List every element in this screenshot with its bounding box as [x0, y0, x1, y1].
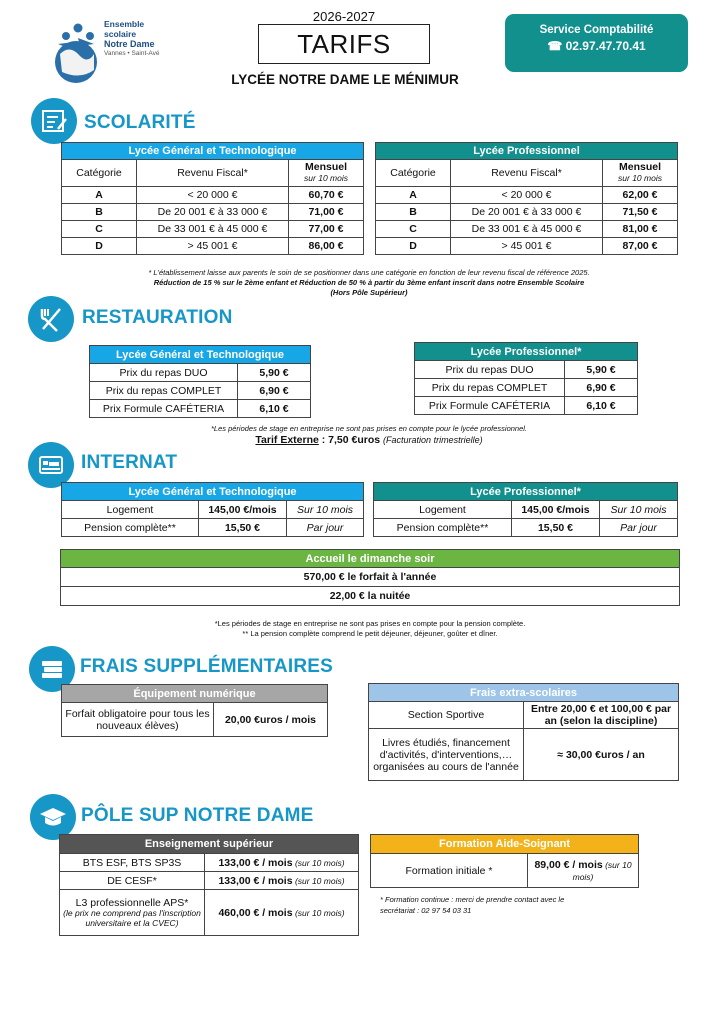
internat-general-table — [61, 482, 364, 537]
l3-label: L3 professionnelle APS* — [75, 896, 189, 909]
sup-table — [59, 834, 359, 936]
table-row — [374, 501, 678, 519]
extra-header: Frais extra-scolaires — [369, 684, 679, 702]
sup-header: Enseignement supérieur — [60, 835, 359, 854]
val-cell: 6,90 € — [565, 379, 638, 397]
val-cell: 5,90 € — [238, 364, 311, 382]
aide-label: Formation initiale * — [371, 854, 528, 888]
label-cell: DE CESF* — [60, 872, 205, 890]
unit-cell: Par jour — [600, 519, 678, 537]
internat-general-header: Lycée Général et Technologique — [62, 483, 364, 501]
table-row — [62, 519, 364, 537]
label-cell: Prix du repas COMPLET — [415, 379, 565, 397]
table-row — [415, 379, 638, 397]
col-mensuel-label: Mensuel — [619, 161, 662, 173]
numerique-header: Équipement numérique — [62, 685, 328, 703]
label-cell: Prix Formule CAFÉTERIA — [415, 397, 565, 415]
service-label: Service Comptabilité — [539, 24, 654, 36]
cat-cell: C — [376, 221, 451, 238]
table-row — [376, 221, 678, 238]
scolarite-general-table — [61, 142, 364, 255]
label-cell: Prix Formule CAFÉTERIA — [90, 400, 238, 418]
rev-cell: < 20 000 € — [451, 187, 603, 204]
unit-cell: Sur 10 mois — [600, 501, 678, 519]
extra-table — [368, 683, 679, 781]
logo-line2: Notre Dame — [104, 39, 155, 49]
col-categorie: Catégorie — [376, 160, 451, 187]
col-revenu: Revenu Fiscal* — [137, 160, 289, 187]
service-phone[interactable]: ☎ 02.97.47.70.41 — [547, 39, 646, 53]
logo-line3: Vannes • Saint-Avé — [104, 50, 160, 57]
tarif-externe-label: Tarif Externe — [255, 434, 319, 446]
val-cell: 62,00 € — [603, 187, 678, 204]
aide-note: * Formation continue : merci de prendre contact avec le secrétariat : 02 97 54 03 31 — [380, 895, 565, 915]
val-cell: 71,50 € — [603, 204, 678, 221]
col-mensuel — [603, 160, 678, 187]
page-subtitle: LYCÉE NOTRE DAME LE MÉNIMUR — [231, 72, 459, 87]
table-row — [60, 854, 359, 872]
val-cell: 6,10 € — [238, 400, 311, 418]
val-cell: 86,00 € — [289, 238, 364, 255]
cat-cell: A — [376, 187, 451, 204]
val-cell: 15,50 € — [512, 519, 600, 537]
l3-sub: (le prix ne comprend pas l'inscription universitaire et la CVEC) — [63, 907, 201, 928]
restauration-pro-header: Lycée Professionnel* — [415, 343, 638, 361]
val-cell: 81,00 € — [603, 221, 678, 238]
logo — [50, 14, 175, 86]
table-row — [60, 872, 359, 890]
val-cell: 71,00 € — [289, 204, 364, 221]
tarif-externe-sub: (Facturation trimestrielle) — [383, 435, 483, 445]
restauration-title: RESTAURATION — [82, 307, 233, 328]
l3-label-cell — [60, 890, 205, 936]
table-row — [60, 890, 359, 936]
dimanche-row1: 570,00 € le forfait à l'année — [61, 568, 680, 587]
label-cell: Prix du repas COMPLET — [90, 382, 238, 400]
scolarite-note3: (Hors Pôle Supérieur) — [330, 288, 408, 297]
table-row — [90, 382, 311, 400]
table-row — [90, 400, 311, 418]
cat-cell: B — [62, 204, 137, 221]
pole-title: PÔLE SUP NOTRE DAME — [81, 805, 314, 826]
col-revenu: Revenu Fiscal* — [451, 160, 603, 187]
aide-header: Formation Aide-Soignant — [371, 835, 639, 854]
restauration-icon — [28, 296, 74, 342]
rev-cell: De 33 001 € à 45 000 € — [451, 221, 603, 238]
table-row — [374, 519, 678, 537]
val-unit: (sur 10 mois) — [292, 857, 345, 868]
scolarite-icon — [31, 98, 77, 144]
restauration-general-header: Lycée Général et Technologique — [90, 346, 311, 364]
internat-pro-header: Lycée Professionnel* — [374, 483, 678, 501]
label-cell: Prix du repas DUO — [415, 361, 565, 379]
scolarite-pro-header: Lycée Professionnel — [376, 143, 678, 160]
internat-note2: ** La pension complète comprend le petit déjeuner, déjeuner, goûter et dîner. — [242, 629, 498, 638]
col-mensuel — [289, 160, 364, 187]
extra-row1-val: Entre 20,00 € et 100,00 € par an (selon la discipline) — [524, 702, 679, 729]
numerique-label: Forfait obligatoire pour tous les nouveaux élèves) — [62, 703, 214, 737]
table-row — [62, 221, 364, 238]
frais-title: FRAIS SUPPLÉMENTAIRES — [80, 656, 333, 677]
extra-row1-label: Section Sportive — [369, 702, 524, 729]
val-unit: (sur 10 mois) — [292, 907, 345, 918]
aide-unit: (sur 10 mois) — [572, 859, 632, 882]
page-title: TARIFS — [297, 28, 391, 59]
extra-row2-label: Livres étudiés, financement d'activités, d'interventions,… organisées au cours de l'année — [369, 729, 524, 781]
table-row — [376, 238, 678, 255]
col-mensuel-sub: sur 10 mois — [618, 173, 662, 183]
unit-cell: Sur 10 mois — [287, 501, 364, 519]
col-categorie: Catégorie — [62, 160, 137, 187]
logo-line1: Ensemble scolaire — [104, 19, 145, 39]
label-cell: Pension complète** — [62, 519, 199, 537]
rev-cell: > 45 001 € — [451, 238, 603, 255]
numerique-val: 20,00 €uros / mois — [214, 703, 328, 737]
val-cell — [205, 854, 359, 872]
val-cell: 87,00 € — [603, 238, 678, 255]
header-title-box — [258, 24, 430, 64]
service-box — [505, 14, 688, 72]
table-row — [62, 187, 364, 204]
rev-cell: De 20 001 € à 33 000 € — [451, 204, 603, 221]
dimanche-row2: 22,00 € la nuitée — [61, 587, 680, 606]
restauration-note: *Les périodes de stage en entreprise ne sont pas prises en compte pour le lycée professionnel. — [210, 424, 528, 433]
val-cell: 6,90 € — [238, 382, 311, 400]
col-mensuel-label: Mensuel — [305, 161, 348, 173]
scolarite-note1: * L'établissement laisse aux parents le soin de se positionner dans une catégorie en fonction de leur revenu fiscal de référence 2025. — [148, 268, 590, 277]
label-cell: Pension complète** — [374, 519, 512, 537]
val-cell — [205, 872, 359, 890]
numerique-table — [61, 684, 328, 737]
val-cell: 145,00 €/mois — [199, 501, 287, 519]
col-mensuel-sub: sur 10 mois — [304, 173, 348, 183]
table-row — [62, 501, 364, 519]
scolarite-note2: Réduction de 15 % sur le 2ème enfant et Réduction de 50 % à partir du 3ème enfant inscrit dans notre Ensemble Scolaire — [153, 278, 585, 287]
val-cell: 6,10 € — [565, 397, 638, 415]
internat-note1: *Les périodes de stage en entreprise ne sont pas prises en compte pour la pension complète. — [214, 619, 526, 628]
table-row — [62, 204, 364, 221]
cat-cell: A — [62, 187, 137, 204]
aide-val: 89,00 € / mois — [534, 858, 603, 871]
val-cell — [205, 890, 359, 936]
val-cell: 60,70 € — [289, 187, 364, 204]
restauration-pro-table — [414, 342, 638, 415]
restauration-general-table — [89, 345, 311, 418]
scolarite-title: SCOLARITÉ — [84, 112, 196, 133]
label-cell: Logement — [62, 501, 199, 519]
val-amount: 133,00 € / mois — [218, 856, 293, 869]
tarif-externe — [60, 434, 678, 446]
extra-row2-val: ≈ 30,00 €uros / an — [524, 729, 679, 781]
table-row — [415, 361, 638, 379]
table-row — [376, 187, 678, 204]
val-cell: 15,50 € — [199, 519, 287, 537]
rev-cell: De 33 001 € à 45 000 € — [137, 221, 289, 238]
unit-cell: Par jour — [287, 519, 364, 537]
val-unit: (sur 10 mois) — [292, 875, 345, 886]
logo-globe-icon — [50, 14, 102, 86]
label-cell: Prix du repas DUO — [90, 364, 238, 382]
rev-cell: > 45 001 € — [137, 238, 289, 255]
internat-title: INTERNAT — [81, 452, 178, 473]
aide-table — [370, 834, 639, 888]
table-row — [62, 238, 364, 255]
cat-cell: B — [376, 204, 451, 221]
tarif-externe-value: : 7,50 €uros — [318, 434, 384, 446]
val-amount: 133,00 € / mois — [218, 874, 293, 887]
cat-cell: D — [62, 238, 137, 255]
table-row — [415, 397, 638, 415]
label-cell: Logement — [374, 501, 512, 519]
header-year: 2026-2027 — [312, 9, 376, 24]
scolarite-pro-table — [375, 142, 678, 255]
rev-cell: De 20 001 € à 33 000 € — [137, 204, 289, 221]
val-cell: 5,90 € — [565, 361, 638, 379]
cat-cell: D — [376, 238, 451, 255]
dimanche-header: Accueil le dimanche soir — [61, 550, 680, 568]
table-row — [90, 364, 311, 382]
table-row — [376, 204, 678, 221]
aide-val-cell — [528, 854, 639, 888]
scolarite-general-header: Lycée Général et Technologique — [62, 143, 364, 160]
val-amount: 460,00 € / mois — [218, 906, 293, 919]
val-cell: 77,00 € — [289, 221, 364, 238]
dimanche-table — [60, 549, 680, 606]
cat-cell: C — [62, 221, 137, 238]
val-cell: 145,00 €/mois — [512, 501, 600, 519]
label-cell: BTS ESF, BTS SP3S — [60, 854, 205, 872]
rev-cell: < 20 000 € — [137, 187, 289, 204]
internat-pro-table — [373, 482, 678, 537]
